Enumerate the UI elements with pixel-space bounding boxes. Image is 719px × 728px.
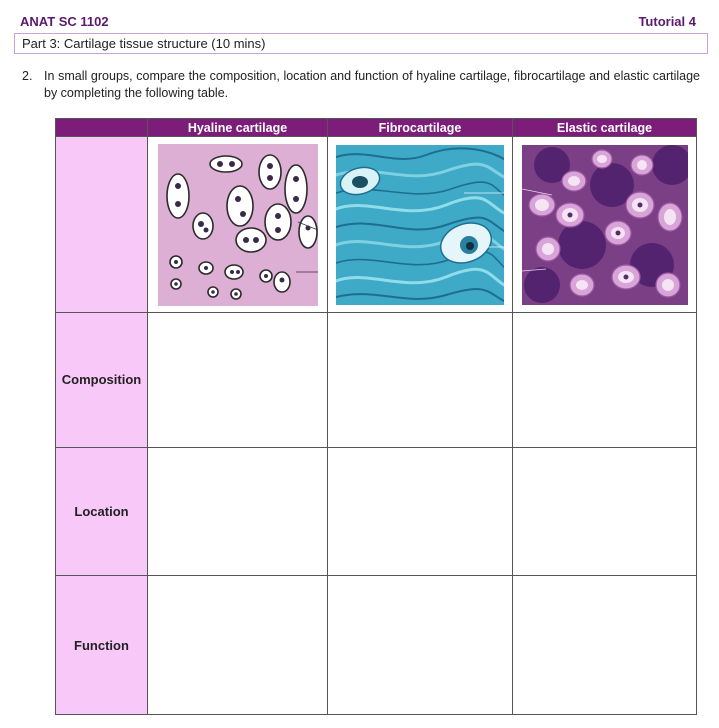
hyaline-location-cell[interactable] xyxy=(148,447,328,576)
row-header-function: Function xyxy=(56,576,148,715)
page-header xyxy=(20,14,696,32)
tutorial-label: Tutorial 4 xyxy=(638,14,696,29)
hyaline-micrograph xyxy=(158,144,318,306)
question-number: 2. xyxy=(22,69,33,83)
hyaline-composition-cell[interactable] xyxy=(148,312,328,447)
row-header-location: Location xyxy=(56,447,148,576)
question-2 xyxy=(22,68,700,102)
fibrocartilage-micrograph xyxy=(336,145,504,305)
elastic-function-cell[interactable] xyxy=(513,576,697,715)
column-header-hyaline: Hyaline cartilage xyxy=(148,119,328,137)
question-text: In small groups, compare the composition, location and function of hyaline cartilage, fibrocartilage and elastic cartilage by completing the following table. xyxy=(44,69,700,100)
fibro-image-cell xyxy=(328,137,513,313)
corner-header xyxy=(56,119,148,137)
elastic-image-cell xyxy=(513,137,697,313)
elastic-location-cell[interactable] xyxy=(513,447,697,576)
row-header-composition: Composition xyxy=(56,312,148,447)
fibro-composition-cell[interactable] xyxy=(328,312,513,447)
part-title-box: Part 3: Cartilage tissue structure (10 mins) xyxy=(14,33,708,54)
elastic-cartilage-micrograph xyxy=(522,145,688,305)
cartilage-comparison-table xyxy=(55,118,697,715)
image-row-header xyxy=(56,137,148,313)
course-code: ANAT SC 1102 xyxy=(20,14,109,29)
hyaline-image-cell xyxy=(148,137,328,313)
hyaline-function-cell[interactable] xyxy=(148,576,328,715)
fibro-function-cell[interactable] xyxy=(328,576,513,715)
fibro-location-cell[interactable] xyxy=(328,447,513,576)
column-header-fibro: Fibrocartilage xyxy=(328,119,513,137)
elastic-composition-cell[interactable] xyxy=(513,312,697,447)
column-header-elastic: Elastic cartilage xyxy=(513,119,697,137)
